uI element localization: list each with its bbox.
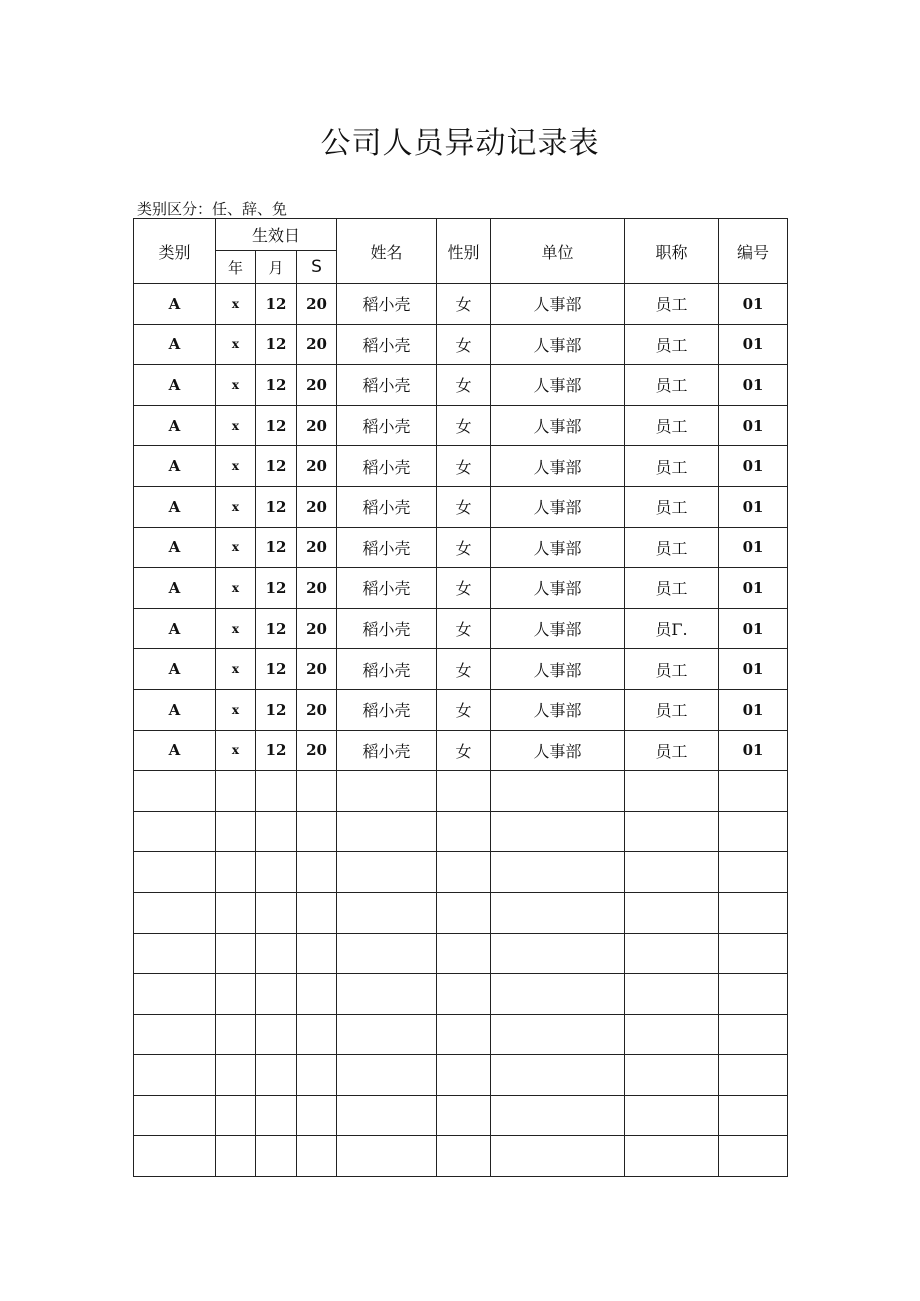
cell-category [134, 1055, 216, 1096]
cell-gender [437, 852, 491, 893]
header-number: 编号 [719, 219, 788, 284]
cell-number [719, 811, 788, 852]
table-row [134, 486, 788, 527]
cell-name [337, 1136, 437, 1177]
cell-month [256, 1055, 297, 1096]
cell-unit [491, 892, 625, 933]
cell-title: 员工 [625, 527, 719, 568]
cell-number: 01 [719, 486, 788, 527]
header-name: 姓名 [337, 219, 437, 284]
cell-year: x [216, 730, 256, 771]
header-category: 类别 [134, 219, 216, 284]
cell-day [297, 1014, 337, 1055]
cell-year [216, 933, 256, 974]
cell-month [256, 974, 297, 1015]
cell-unit: 人事部 [491, 649, 625, 690]
cell-unit: 人事部 [491, 527, 625, 568]
cell-month: 12 [256, 730, 297, 771]
cell-name: 稻小壳 [337, 527, 437, 568]
table-header [134, 219, 788, 284]
header-year: 年 [216, 251, 256, 284]
cell-name: 稻小壳 [337, 365, 437, 406]
table-row [134, 689, 788, 730]
cell-name: 稻小壳 [337, 486, 437, 527]
cell-day: 20 [297, 689, 337, 730]
cell-number: 01 [719, 608, 788, 649]
cell-gender: 女 [437, 608, 491, 649]
cell-year: x [216, 405, 256, 446]
cell-gender: 女 [437, 689, 491, 730]
cell-category: A [134, 405, 216, 446]
cell-name [337, 811, 437, 852]
header-month: 月 [256, 251, 297, 284]
cell-number: 01 [719, 527, 788, 568]
cell-name [337, 1055, 437, 1096]
cell-year [216, 974, 256, 1015]
cell-number: 01 [719, 730, 788, 771]
cell-month: 12 [256, 568, 297, 609]
cell-number: 01 [719, 324, 788, 365]
cell-month [256, 1136, 297, 1177]
cell-gender [437, 1055, 491, 1096]
cell-gender: 女 [437, 730, 491, 771]
cell-year: x [216, 446, 256, 487]
cell-category: A [134, 730, 216, 771]
table-row [134, 284, 788, 325]
cell-name: 稻小壳 [337, 284, 437, 325]
cell-title: 员工 [625, 405, 719, 446]
cell-unit: 人事部 [491, 730, 625, 771]
cell-gender [437, 974, 491, 1015]
cell-day [297, 852, 337, 893]
cell-name [337, 974, 437, 1015]
cell-month: 12 [256, 284, 297, 325]
cell-name [337, 1014, 437, 1055]
cell-unit: 人事部 [491, 486, 625, 527]
cell-gender: 女 [437, 365, 491, 406]
cell-number [719, 974, 788, 1015]
cell-unit [491, 1014, 625, 1055]
cell-year: x [216, 608, 256, 649]
cell-year [216, 1014, 256, 1055]
cell-unit: 人事部 [491, 568, 625, 609]
cell-title: 员Γ. [625, 608, 719, 649]
cell-day [297, 1136, 337, 1177]
cell-title [625, 771, 719, 812]
cell-category: A [134, 365, 216, 406]
cell-number: 01 [719, 405, 788, 446]
table-row [134, 446, 788, 487]
cell-unit: 人事部 [491, 608, 625, 649]
cell-number: 01 [719, 689, 788, 730]
cell-title [625, 1055, 719, 1096]
cell-number [719, 933, 788, 974]
header-unit: 单位 [491, 219, 625, 284]
table-row [134, 1095, 788, 1136]
cell-title [625, 892, 719, 933]
cell-name: 稻小壳 [337, 689, 437, 730]
cell-month: 12 [256, 446, 297, 487]
cell-number [719, 1136, 788, 1177]
table-row [134, 568, 788, 609]
cell-name: 稻小壳 [337, 568, 437, 609]
cell-unit [491, 1136, 625, 1177]
cell-day: 20 [297, 486, 337, 527]
cell-day: 20 [297, 284, 337, 325]
cell-name [337, 771, 437, 812]
cell-name [337, 1095, 437, 1136]
table-row [134, 730, 788, 771]
cell-category [134, 811, 216, 852]
cell-year: x [216, 689, 256, 730]
cell-unit: 人事部 [491, 284, 625, 325]
cell-category [134, 892, 216, 933]
cell-gender [437, 892, 491, 933]
cell-number [719, 852, 788, 893]
cell-day: 20 [297, 446, 337, 487]
cell-month: 12 [256, 608, 297, 649]
cell-name: 稻小壳 [337, 324, 437, 365]
cell-number [719, 1014, 788, 1055]
cell-name [337, 892, 437, 933]
cell-unit: 人事部 [491, 324, 625, 365]
cell-title: 员工 [625, 284, 719, 325]
cell-month: 12 [256, 324, 297, 365]
cell-category [134, 974, 216, 1015]
cell-month [256, 1095, 297, 1136]
cell-name [337, 933, 437, 974]
cell-title: 员工 [625, 446, 719, 487]
cell-name: 稻小壳 [337, 730, 437, 771]
cell-day [297, 771, 337, 812]
cell-category: A [134, 689, 216, 730]
cell-unit [491, 1095, 625, 1136]
page-title: 公司人员异动记录表 [320, 126, 600, 161]
cell-day: 20 [297, 405, 337, 446]
cell-name: 稻小壳 [337, 446, 437, 487]
table-row [134, 1014, 788, 1055]
cell-number: 01 [719, 365, 788, 406]
cell-name: 稻小壳 [337, 649, 437, 690]
cell-gender: 女 [437, 284, 491, 325]
cell-gender [437, 1095, 491, 1136]
cell-day: 20 [297, 568, 337, 609]
cell-unit [491, 771, 625, 812]
cell-title: 员工 [625, 649, 719, 690]
table-row [134, 405, 788, 446]
cell-number: 01 [719, 649, 788, 690]
cell-category: A [134, 446, 216, 487]
cell-day: 20 [297, 527, 337, 568]
cell-unit: 人事部 [491, 689, 625, 730]
cell-gender: 女 [437, 568, 491, 609]
table-row [134, 324, 788, 365]
cell-category [134, 933, 216, 974]
cell-category: A [134, 527, 216, 568]
cell-title: 员工 [625, 324, 719, 365]
cell-gender [437, 771, 491, 812]
cell-month [256, 771, 297, 812]
cell-gender: 女 [437, 324, 491, 365]
cell-day [297, 811, 337, 852]
cell-month [256, 1014, 297, 1055]
cell-year [216, 1136, 256, 1177]
cell-title [625, 811, 719, 852]
cell-year: x [216, 324, 256, 365]
cell-category [134, 1014, 216, 1055]
cell-name [337, 852, 437, 893]
cell-month [256, 852, 297, 893]
cell-number [719, 1055, 788, 1096]
header-gender: 性别 [437, 219, 491, 284]
cell-day [297, 1055, 337, 1096]
table-row [134, 974, 788, 1015]
cell-year [216, 852, 256, 893]
cell-category [134, 1095, 216, 1136]
cell-day: 20 [297, 649, 337, 690]
cell-gender [437, 811, 491, 852]
cell-gender [437, 1014, 491, 1055]
cell-month: 12 [256, 527, 297, 568]
cell-month [256, 933, 297, 974]
cell-day [297, 933, 337, 974]
table-row [134, 892, 788, 933]
cell-gender: 女 [437, 649, 491, 690]
cell-name: 稻小壳 [337, 405, 437, 446]
table-body [134, 284, 788, 1177]
cell-title [625, 852, 719, 893]
category-note: 类别区分：任、辞、免 [137, 200, 288, 218]
table-row [134, 771, 788, 812]
cell-day [297, 892, 337, 933]
cell-title [625, 933, 719, 974]
cell-title [625, 1095, 719, 1136]
cell-gender [437, 933, 491, 974]
table-row [134, 811, 788, 852]
cell-month [256, 892, 297, 933]
cell-number [719, 1095, 788, 1136]
cell-title: 员工 [625, 689, 719, 730]
cell-category [134, 1136, 216, 1177]
cell-day: 20 [297, 365, 337, 406]
cell-title [625, 1014, 719, 1055]
cell-month: 12 [256, 486, 297, 527]
cell-month: 12 [256, 649, 297, 690]
cell-category: A [134, 608, 216, 649]
table-row [134, 1055, 788, 1096]
cell-title [625, 974, 719, 1015]
table-row [134, 365, 788, 406]
cell-number: 01 [719, 446, 788, 487]
cell-month: 12 [256, 365, 297, 406]
cell-number [719, 892, 788, 933]
cell-day: 20 [297, 324, 337, 365]
cell-category [134, 852, 216, 893]
cell-year: x [216, 568, 256, 609]
cell-unit [491, 852, 625, 893]
cell-year: x [216, 527, 256, 568]
cell-day [297, 1095, 337, 1136]
cell-title: 员工 [625, 730, 719, 771]
personnel-change-table [133, 218, 788, 1177]
cell-year: x [216, 284, 256, 325]
header-effective-date: 生效日 [216, 219, 337, 251]
cell-number [719, 771, 788, 812]
cell-gender: 女 [437, 446, 491, 487]
cell-gender [437, 1136, 491, 1177]
cell-day: 20 [297, 608, 337, 649]
table-row [134, 1136, 788, 1177]
cell-title: 员工 [625, 568, 719, 609]
cell-year: x [216, 365, 256, 406]
cell-year [216, 771, 256, 812]
cell-year [216, 811, 256, 852]
cell-gender: 女 [437, 527, 491, 568]
cell-year [216, 1095, 256, 1136]
cell-title: 员工 [625, 486, 719, 527]
cell-month: 12 [256, 405, 297, 446]
table-row [134, 649, 788, 690]
cell-title: 员工 [625, 365, 719, 406]
cell-category: A [134, 649, 216, 690]
cell-name: 稻小壳 [337, 608, 437, 649]
table-row [134, 852, 788, 893]
cell-unit [491, 1055, 625, 1096]
header-day: S [297, 251, 337, 284]
cell-year [216, 1055, 256, 1096]
cell-unit: 人事部 [491, 405, 625, 446]
cell-category: A [134, 284, 216, 325]
cell-gender: 女 [437, 486, 491, 527]
cell-unit: 人事部 [491, 365, 625, 406]
cell-year [216, 892, 256, 933]
cell-unit [491, 811, 625, 852]
cell-year: x [216, 486, 256, 527]
cell-gender: 女 [437, 405, 491, 446]
cell-day: 20 [297, 730, 337, 771]
cell-year: x [216, 649, 256, 690]
cell-unit [491, 974, 625, 1015]
cell-category: A [134, 486, 216, 527]
table-row [134, 608, 788, 649]
table-row [134, 933, 788, 974]
cell-number: 01 [719, 284, 788, 325]
cell-category: A [134, 568, 216, 609]
cell-category [134, 771, 216, 812]
cell-unit [491, 933, 625, 974]
cell-month [256, 811, 297, 852]
cell-title [625, 1136, 719, 1177]
cell-unit: 人事部 [491, 446, 625, 487]
cell-day [297, 974, 337, 1015]
table-row [134, 527, 788, 568]
cell-month: 12 [256, 689, 297, 730]
header-title: 职称 [625, 219, 719, 284]
cell-category: A [134, 324, 216, 365]
cell-number: 01 [719, 568, 788, 609]
